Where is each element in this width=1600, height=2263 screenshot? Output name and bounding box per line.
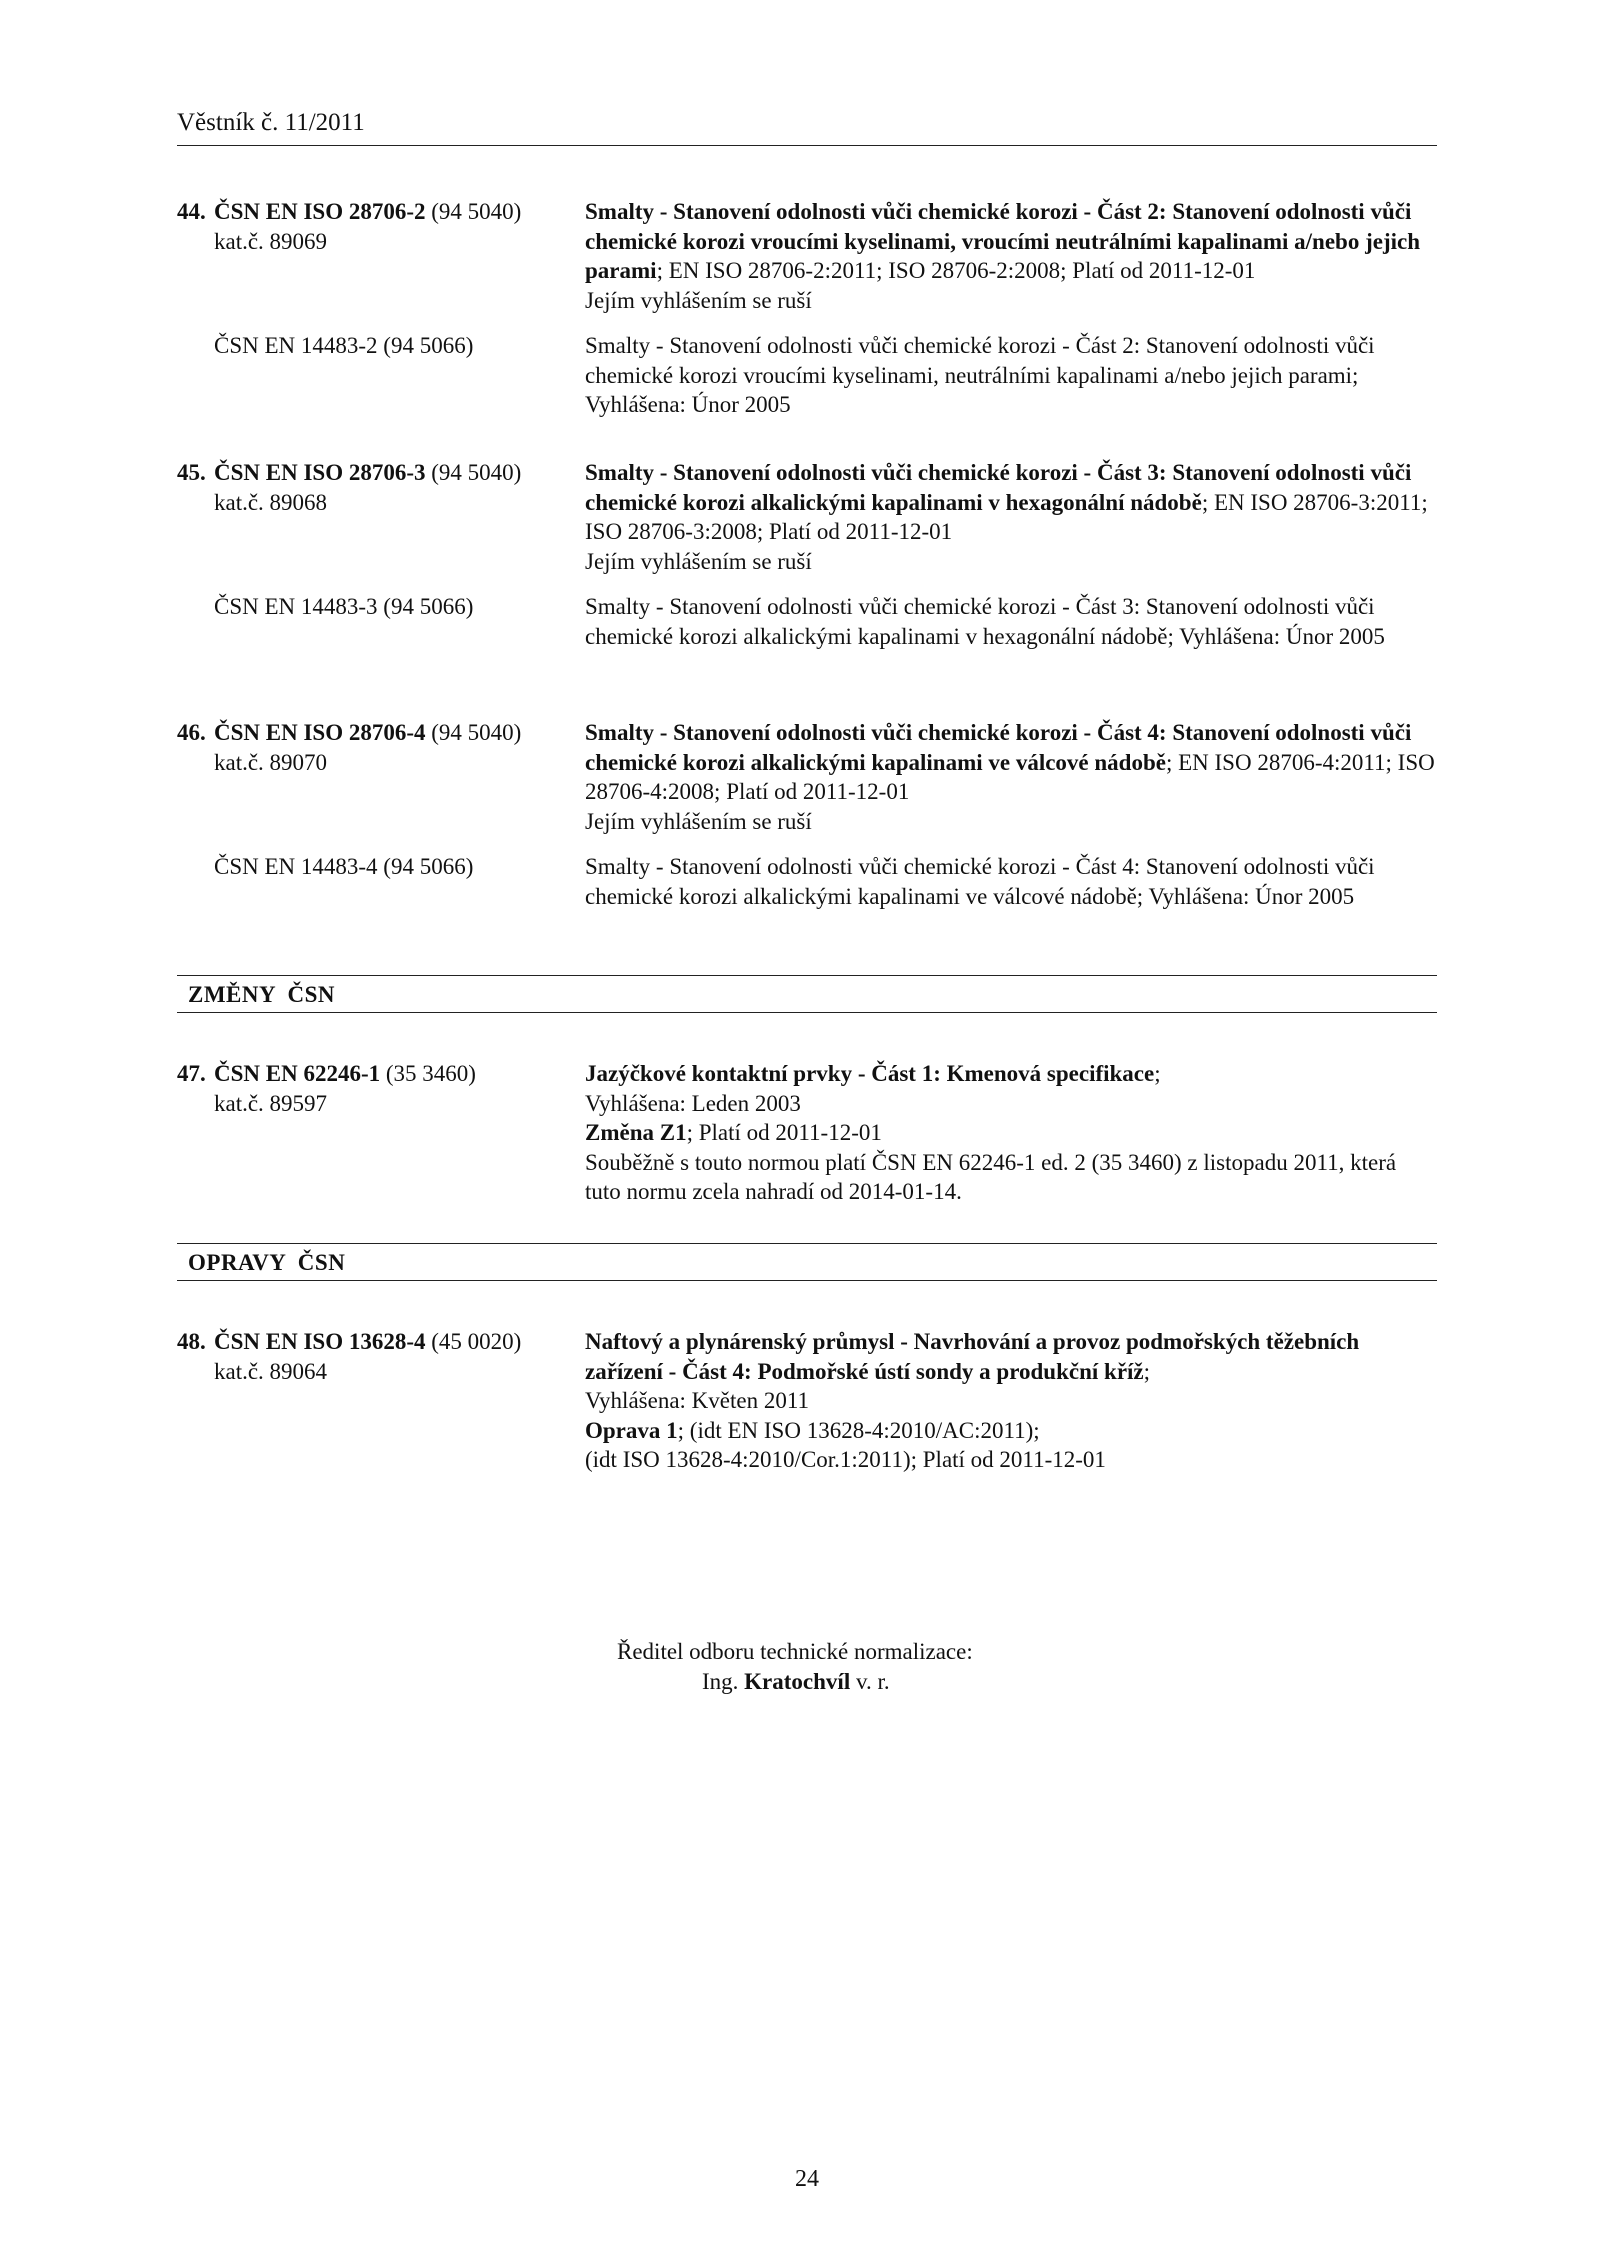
standard-details: ; EN ISO 28706-4:2011; ISO 28706-4:2008; Platí od 2011-12-01 (585, 749, 1435, 804)
change-valid: ; Platí od 2011-12-01 (686, 1120, 882, 1145)
announced-date: Vyhlášena: Květen 2011 (585, 1388, 809, 1413)
replaced-standard-code: ČSN EN 14483-4 (94 5066) (214, 854, 474, 879)
catalog-number: kat.č. 89597 (214, 1090, 328, 1116)
entry-number: 44. (177, 199, 206, 224)
fix-idt-1: ; (idt EN ISO 13628-4:2010/AC:2011); (677, 1417, 1040, 1443)
replaced-standard-text: Smalty - Stanovení odolnosti vůči chemické korozi - Část 3: Stanovení odolnosti vůči chemické korozi alkalickými kapalinami v hexagonální nádobě; Vyhlášena: Únor 2005 (585, 594, 1385, 649)
standard-details: ; EN ISO 28706-2:2011; ISO 28706-2:2008; Platí od 2011-12-01 (656, 258, 1256, 283)
page-header: Věstník č. 11/2011 (177, 109, 365, 136)
header-divider (177, 145, 1437, 146)
cancel-note: Jejím vyhlášením se ruší (585, 548, 812, 574)
standard-code: ČSN EN ISO 28706-3 (214, 460, 426, 485)
fix-label: Oprava 1 (585, 1417, 678, 1443)
standard-title: Smalty - Stanovení odolnosti vůči chemické korozi - Část 4: Stanovení odolnosti vůči chemické korozi alkalickými kapalinami ve válcové nádobě (585, 720, 1412, 775)
standard-code: ČSN EN ISO 28706-4 (214, 720, 426, 745)
fix-idt-2: (idt ISO 13628-4:2010/Cor.1:2011); Platí od 2011-12-01 (585, 1447, 1106, 1472)
replaced-standard-code: ČSN EN 14483-3 (94 5066) (214, 594, 474, 619)
change-entry-47 (177, 1059, 1437, 1207)
entry-number: 46. (177, 720, 206, 745)
section-title: OPRAVY ČSN (188, 1250, 346, 1275)
catalog-number: kat.č. 89070 (214, 749, 328, 775)
standard-code: ČSN EN 62246-1 (214, 1061, 381, 1086)
standard-class: (94 5040) (431, 720, 522, 745)
title-suffix: ; (1143, 1358, 1151, 1384)
catalog-number: kat.č. 89064 (214, 1358, 328, 1384)
signature-name: Kratochvíl (744, 1668, 851, 1694)
standard-title: Smalty - Stanovení odolnosti vůči chemické korozi - Část 3: Stanovení odolnosti vůči chemické korozi alkalickými kapalinami v hexagonální nádobě (585, 460, 1412, 515)
change-label: Změna Z1 (585, 1120, 687, 1145)
cancel-note: Jejím vyhlášením se ruší (585, 287, 812, 313)
signature-block (617, 1637, 1117, 1696)
standard-entry-45 (177, 458, 1437, 651)
standard-class: (94 5040) (431, 199, 522, 224)
announced-date: Vyhlášena: Leden 2003 (585, 1090, 801, 1116)
standard-entry-44 (177, 197, 1437, 420)
standard-entry-46 (177, 718, 1437, 911)
page-number: 24 (795, 2166, 819, 2192)
change-note: Souběžně s touto normou platí ČSN EN 62246-1 ed. 2 (35 3460) z listopadu 2011, která tuto normu zcela nahradí od 2014-01-14. (585, 1149, 1397, 1204)
entry-number: 48. (177, 1329, 206, 1354)
standard-class: (94 5040) (431, 460, 522, 485)
correction-entry-48 (177, 1327, 1437, 1475)
standard-title: Naftový a plynárenský průmysl - Navrhování a provoz podmořských těžebních zařízení - Část 4: Podmořské ústí sondy a produkční kříž (585, 1329, 1360, 1384)
signature-suffix: v. r. (855, 1668, 890, 1694)
entry-number: 45. (177, 460, 206, 485)
signature-role: Ředitel odboru technické normalizace: (617, 1639, 973, 1664)
replaced-standard-code: ČSN EN 14483-2 (94 5066) (214, 333, 474, 358)
catalog-number: kat.č. 89068 (214, 489, 328, 515)
section-title: ZMĚNY ČSN (188, 982, 336, 1007)
standard-class: (35 3460) (385, 1061, 476, 1086)
standard-class: (45 0020) (431, 1329, 522, 1354)
section-corrections (177, 1243, 1437, 1281)
replaced-standard-text: Smalty - Stanovení odolnosti vůči chemické korozi - Část 4: Stanovení odolnosti vůči chemické korozi alkalickými kapalinami ve válcové nádobě; Vyhlášena: Únor 2005 (585, 854, 1375, 909)
standard-code: ČSN EN ISO 13628-4 (214, 1329, 426, 1354)
title-suffix: ; (1154, 1061, 1161, 1086)
standard-code: ČSN EN ISO 28706-2 (214, 199, 426, 224)
catalog-number: kat.č. 89069 (214, 228, 328, 254)
standard-title: Smalty - Stanovení odolnosti vůči chemické korozi - Část 2: Stanovení odolnosti vůči chemické korozi vroucími kyselinami, vroucími neutrálními kapalinami a/nebo jejich parami (585, 199, 1421, 283)
section-changes (177, 975, 1437, 1013)
standard-title: Jazýčkové kontaktní prvky - Část 1: Kmenová specifikace (585, 1061, 1155, 1086)
entry-number: 47. (177, 1061, 206, 1086)
replaced-standard-text: Smalty - Stanovení odolnosti vůči chemické korozi - Část 2: Stanovení odolnosti vůči chemické korozi vroucími kyselinami, neutrálními kapalinami a/nebo jejich parami; Vyhlášena: Únor 2005 (585, 333, 1375, 417)
standard-details: ; EN ISO 28706-3:2011; ISO 28706-3:2008; Platí od 2011-12-01 (585, 489, 1428, 544)
signature-prefix: Ing. (702, 1668, 739, 1694)
cancel-note: Jejím vyhlášením se ruší (585, 808, 812, 834)
